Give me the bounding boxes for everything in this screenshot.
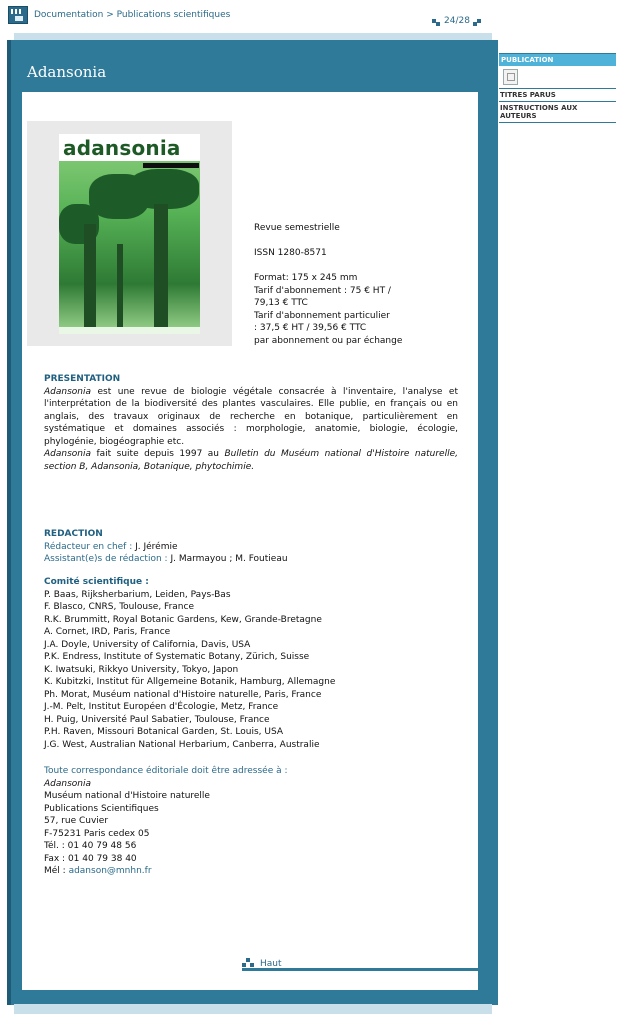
pdf-document-icon[interactable] xyxy=(503,69,518,85)
contact-section xyxy=(44,765,458,878)
contact-line: Publications Scientifiques xyxy=(44,803,159,814)
page-title: Adansonia xyxy=(27,63,107,81)
comite-title: Comité scientifique : xyxy=(44,577,149,587)
breadcrumb-documentation-link[interactable]: Documentation xyxy=(34,10,104,20)
cover-footer xyxy=(59,327,200,334)
previous-arrow-icon[interactable] xyxy=(432,17,441,26)
next-arrow-icon[interactable] xyxy=(473,17,482,26)
journal-cover-image xyxy=(59,134,200,334)
pager xyxy=(432,16,482,26)
pager-count: 24/28 xyxy=(444,16,470,26)
sidebar-item-titres-parus[interactable]: TITRES PARUS xyxy=(499,88,616,101)
info-line: 79,13 € TTC xyxy=(254,298,308,308)
chief-editor-name: J. Jérémie xyxy=(132,541,178,552)
contact-title: Toute correspondance éditoriale doit être adressée à : xyxy=(44,766,288,776)
info-line: Format: 175 x 245 mm xyxy=(254,273,358,283)
journal-info xyxy=(254,222,402,347)
bottom-decor-band xyxy=(14,1004,492,1014)
cover-header xyxy=(59,134,200,161)
contact-line: F-75231 Paris cedex 05 xyxy=(44,828,150,839)
chief-editor-row xyxy=(44,541,458,554)
comite-section xyxy=(44,576,458,751)
back-to-top-label: Haut xyxy=(260,958,282,969)
info-line: Tarif d'abonnement : 75 € HT / xyxy=(254,285,391,296)
presentation-title: PRESENTATION xyxy=(44,374,121,384)
info-line: Tarif d'abonnement particulier xyxy=(254,310,390,321)
comite-member: H. Puig, Université Paul Sabatier, Toulouse, France xyxy=(44,714,270,725)
email-row xyxy=(44,865,458,878)
comite-member: P.K. Endress, Institute of Systematic Botany, Zürich, Suisse xyxy=(44,652,310,662)
info-line: : 37,5 € HT / 39,56 € TTC xyxy=(254,323,367,333)
presentation-paragraph-1 xyxy=(44,386,458,449)
redaction-title: REDACTION xyxy=(44,529,103,539)
comite-member: P. Baas, Rijksherbarium, Leiden, Pays-Bas xyxy=(44,589,231,600)
comite-member: J.-M. Pelt, Institut Européen d'Écologie, Metz, France xyxy=(44,702,279,712)
contact-line: Tél. : 01 40 79 48 56 xyxy=(44,841,137,851)
comite-member: J.A. Doyle, University of California, Davis, USA xyxy=(44,639,251,650)
site-calendar-icon[interactable] xyxy=(8,6,28,24)
email-link[interactable]: adanson@mnhn.fr xyxy=(68,866,152,876)
bulletin-name: Bulletin du Muséum national d'Histoire naturelle, section B, Adansonia, Botanique, phytochimie. xyxy=(44,449,458,472)
sidebar-item-instructions[interactable]: INSTRUCTIONS AUX AUTEURS xyxy=(499,101,616,123)
email-label: Mél : xyxy=(44,866,69,876)
comite-member: P.H. Raven, Missouri Botanical Garden, St. Louis, USA xyxy=(44,727,284,737)
info-line xyxy=(254,260,402,273)
assistants-row xyxy=(44,553,458,566)
info-line: ISSN 1280-8571 xyxy=(254,248,327,258)
assistants-names: J. Marmayou ; M. Foutieau xyxy=(167,554,288,564)
back-to-top-rule xyxy=(242,968,478,971)
comite-member: K. Kubitzki, Institut für Allgemeine Botanik, Hamburg, Allemagne xyxy=(44,677,336,687)
breadcrumb-publications-link[interactable]: Publications scientifiques xyxy=(116,10,231,20)
contact-line: Muséum national d'Histoire naturelle xyxy=(44,791,210,801)
comite-member: A. Cornet, IRD, Paris, France xyxy=(44,627,171,637)
presentation-section xyxy=(44,373,458,473)
comite-member: J.G. West, Australian National Herbarium, Canberra, Australie xyxy=(44,739,320,750)
journal-name: Adansonia xyxy=(44,386,92,397)
presentation-text: est une revue de biologie végétale consacrée à l'inventaire, l'analyse et l'interprétation de la biodiversité des plantes vasculaires. Elle publie, en français ou en anglais, des travaux originaux de recherche en botanique, particulièrement en systématique et domaines associés : morphologie, anatomie, biologie, écologie, phylogénie, biogéographie etc. xyxy=(44,386,458,447)
breadcrumb-separator: > xyxy=(103,10,117,20)
presentation-paragraph-2 xyxy=(44,448,458,473)
comite-member: R.K. Brummitt, Royal Botanic Gardens, Kew, Grande-Bretagne xyxy=(44,614,322,625)
contact-journal: Adansonia xyxy=(44,778,92,789)
cover-title: adansonia xyxy=(63,136,181,160)
redaction-section xyxy=(44,528,458,566)
presentation-text: fait suite depuis 1997 au xyxy=(91,449,225,459)
sidebar xyxy=(499,53,616,123)
cover-strip xyxy=(143,163,199,168)
info-line xyxy=(254,235,402,248)
breadcrumb xyxy=(34,10,230,20)
info-line: Revue semestrielle xyxy=(254,223,340,233)
chief-editor-label: Rédacteur en chef : xyxy=(44,541,133,552)
sidebar-item-publication[interactable]: PUBLICATION xyxy=(499,53,616,66)
comite-member: F. Blasco, CNRS, Toulouse, France xyxy=(44,602,194,612)
journal-name: Adansonia xyxy=(44,449,92,459)
info-line: par abonnement ou par échange xyxy=(254,335,403,346)
contact-line: Fax : 01 40 79 38 40 xyxy=(44,853,137,864)
comite-members-list xyxy=(44,589,458,752)
assistants-label: Assistant(e)s de rédaction : xyxy=(44,554,168,564)
contact-line: 57, rue Cuvier xyxy=(44,816,109,826)
comite-member: Ph. Morat, Muséum national d'Histoire naturelle, Paris, France xyxy=(44,689,322,700)
comite-member: K. Iwatsuki, Rikkyo University, Tokyo, Japon xyxy=(44,664,239,675)
